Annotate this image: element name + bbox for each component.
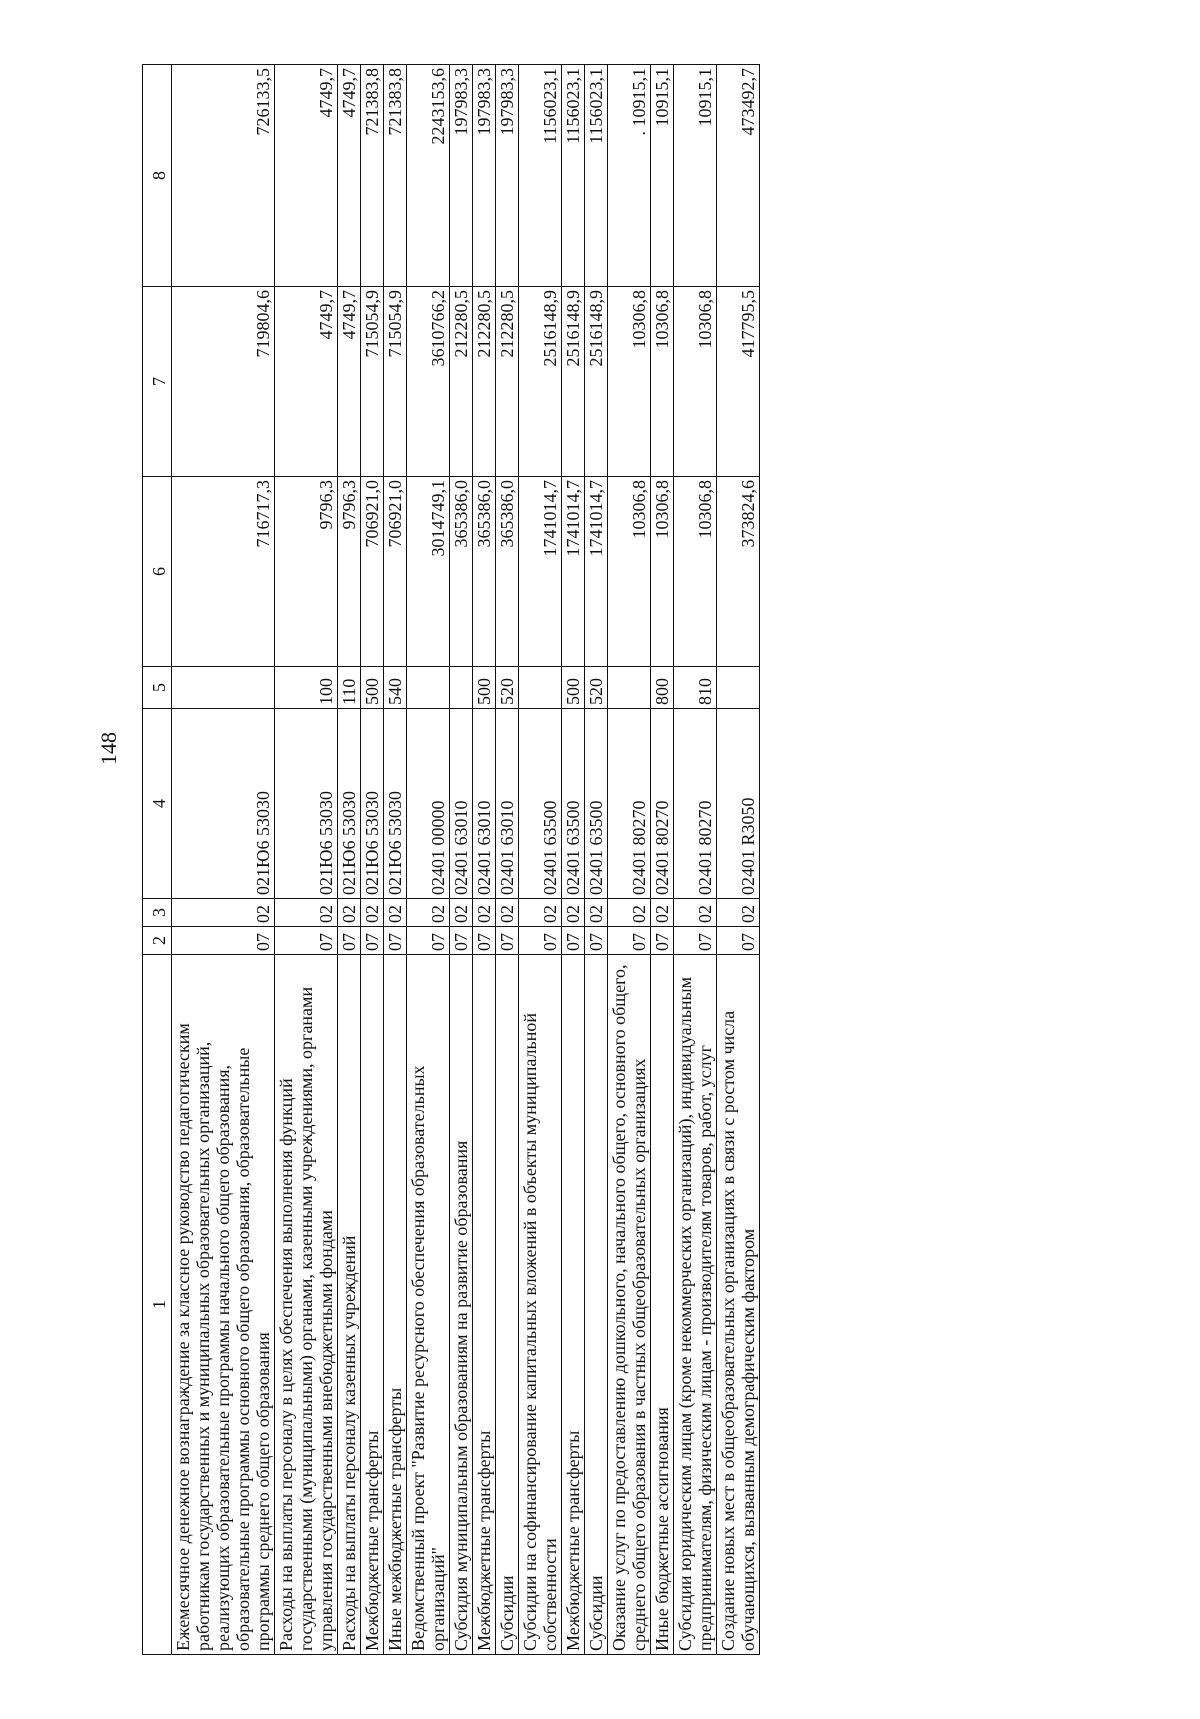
- table-row: [407, 65, 450, 1655]
- amount-col-8: 1156023,1: [519, 65, 562, 287]
- amount-col-6: 365386,0: [473, 477, 496, 667]
- amount-col-7: 715054,9: [384, 287, 407, 477]
- amount-col-8: 1156023,1: [562, 65, 585, 287]
- target-article-code: 021Ю6 53030: [172, 709, 275, 899]
- target-article-code: 02401 80270: [608, 709, 651, 899]
- expense-type-code: [608, 667, 651, 709]
- amount-col-7: 417795,5: [717, 287, 760, 477]
- target-article-code: 02401 80270: [651, 709, 674, 899]
- subsection-code: 02: [473, 899, 496, 927]
- table-row: [674, 65, 717, 1655]
- column-header-3: 3: [143, 899, 172, 927]
- section-code: 07: [473, 927, 496, 955]
- amount-col-6: 1741014,7: [585, 477, 608, 667]
- target-article-code: 02401 80270: [674, 709, 717, 899]
- section-code: 07: [496, 927, 519, 955]
- target-article-code: 02401 63010: [473, 709, 496, 899]
- budget-table: [142, 64, 760, 1655]
- section-code: 07: [172, 927, 275, 955]
- table-row: [473, 65, 496, 1655]
- target-article-code: 02401 63500: [585, 709, 608, 899]
- subsection-code: 02: [407, 899, 450, 927]
- amount-col-6: 10306,8: [674, 477, 717, 667]
- section-code: 07: [562, 927, 585, 955]
- row-description: Межбюджетные трансферты: [562, 955, 585, 1655]
- amount-col-6: 1741014,7: [562, 477, 585, 667]
- page-number: 148: [96, 732, 121, 765]
- row-description: Иные бюджетные ассигнования: [651, 955, 674, 1655]
- target-article-code: 02401 R3050: [717, 709, 760, 899]
- amount-col-6: 1741014,7: [519, 477, 562, 667]
- table-row: [608, 65, 651, 1655]
- row-description: Субсидии юридическим лицам (кроме некоммерческих организаций), индивидуальным предпринимателям, физическим лицам - производителям товаров, работ, услуг: [674, 955, 717, 1655]
- subsection-code: 02: [608, 899, 651, 927]
- column-header-6: 6: [143, 477, 172, 667]
- amount-col-8: 10915,1: [651, 65, 674, 287]
- amount-col-7: 10306,8: [608, 287, 651, 477]
- subsection-code: 02: [562, 899, 585, 927]
- expense-type-code: 500: [562, 667, 585, 709]
- subsection-code: 02: [361, 899, 384, 927]
- section-code: 07: [519, 927, 562, 955]
- subsection-code: 02: [450, 899, 473, 927]
- amount-col-7: 4749,7: [338, 287, 361, 477]
- amount-col-7: 212280,5: [473, 287, 496, 477]
- column-header-4: 4: [143, 709, 172, 899]
- expense-type-code: [407, 667, 450, 709]
- amount-col-6: 373824,6: [717, 477, 760, 667]
- amount-col-8: 4749,7: [275, 65, 338, 287]
- subsection-code: 02: [275, 899, 338, 927]
- table-row: [384, 65, 407, 1655]
- target-article-code: 02401 00000: [407, 709, 450, 899]
- amount-col-6: 706921,0: [361, 477, 384, 667]
- expense-type-code: 540: [384, 667, 407, 709]
- column-header-8: 8: [143, 65, 172, 287]
- row-description: Иные межбюджетные трансферты: [384, 955, 407, 1655]
- table-row: [275, 65, 338, 1655]
- expense-type-code: [172, 667, 275, 709]
- section-code: 07: [608, 927, 651, 955]
- amount-col-8: 726133,5: [172, 65, 275, 287]
- subsection-code: 02: [172, 899, 275, 927]
- target-article-code: 02401 63010: [450, 709, 473, 899]
- row-description: Оказание услуг по предоставлению дошкольного, начального общего, основного общего, среднего общего образования в частных общеобразовательных организациях: [608, 955, 651, 1655]
- table-row: [172, 65, 275, 1655]
- amount-col-6: 716717,3: [172, 477, 275, 667]
- amount-col-8: 197983,3: [473, 65, 496, 287]
- table-row: [338, 65, 361, 1655]
- expense-type-code: [519, 667, 562, 709]
- section-code: 07: [651, 927, 674, 955]
- expense-type-code: [450, 667, 473, 709]
- amount-col-8: 721383,8: [361, 65, 384, 287]
- amount-col-8: 1156023,1: [585, 65, 608, 287]
- target-article-code: 02401 63010: [496, 709, 519, 899]
- amount-col-6: 3014749,1: [407, 477, 450, 667]
- expense-type-code: 810: [674, 667, 717, 709]
- column-header-5: 5: [143, 667, 172, 709]
- amount-col-7: 2516148,9: [562, 287, 585, 477]
- expense-type-code: 520: [496, 667, 519, 709]
- expense-type-code: 110: [338, 667, 361, 709]
- amount-col-8: 473492,7: [717, 65, 760, 287]
- table-row: [519, 65, 562, 1655]
- target-article-code: 02401 63500: [562, 709, 585, 899]
- amount-col-7: 3610766,2: [407, 287, 450, 477]
- section-code: 07: [275, 927, 338, 955]
- amount-col-6: 365386,0: [450, 477, 473, 667]
- table-body: [172, 65, 760, 1655]
- amount-col-7: 2516148,9: [519, 287, 562, 477]
- subsection-code: 02: [338, 899, 361, 927]
- section-code: 07: [674, 927, 717, 955]
- amount-col-8: 10915,1: [674, 65, 717, 287]
- amount-col-7: 4749,7: [275, 287, 338, 477]
- header-row: [143, 65, 172, 1655]
- amount-col-7: 719804,6: [172, 287, 275, 477]
- row-description: Расходы на выплаты персоналу казенных учреждений: [338, 955, 361, 1655]
- column-header-2: 2: [143, 927, 172, 955]
- amount-col-8: 197983,3: [450, 65, 473, 287]
- target-article-code: 021Ю6 53030: [338, 709, 361, 899]
- amount-col-8: 197983,3: [496, 65, 519, 287]
- amount-col-6: 365386,0: [496, 477, 519, 667]
- section-code: 07: [361, 927, 384, 955]
- subsection-code: 02: [496, 899, 519, 927]
- table-row: [585, 65, 608, 1655]
- amount-col-6: 9796,3: [338, 477, 361, 667]
- row-description: Межбюджетные трансферты: [361, 955, 384, 1655]
- row-description: Создание новых мест в общеобразовательных организациях в связи с ростом числа обучающихся, вызванным демографическим фактором: [717, 955, 760, 1655]
- table-row: [361, 65, 384, 1655]
- section-code: 07: [717, 927, 760, 955]
- expense-type-code: 100: [275, 667, 338, 709]
- amount-col-6: 10306,8: [608, 477, 651, 667]
- subsection-code: 02: [674, 899, 717, 927]
- row-description: Межбюджетные трансферты: [473, 955, 496, 1655]
- expense-type-code: [717, 667, 760, 709]
- amount-col-8: 721383,8: [384, 65, 407, 287]
- target-article-code: 021Ю6 53030: [275, 709, 338, 899]
- table-row: [496, 65, 519, 1655]
- subsection-code: 02: [384, 899, 407, 927]
- table-row: [717, 65, 760, 1655]
- amount-col-7: 212280,5: [496, 287, 519, 477]
- table-row: [562, 65, 585, 1655]
- amount-col-8: . 10915,1: [608, 65, 651, 287]
- amount-col-7: 2516148,9: [585, 287, 608, 477]
- subsection-code: 02: [651, 899, 674, 927]
- amount-col-8: 4749,7: [338, 65, 361, 287]
- amount-col-7: 715054,9: [361, 287, 384, 477]
- row-description: Субсидии: [585, 955, 608, 1655]
- section-code: 07: [585, 927, 608, 955]
- row-description: Субсидия муниципальным образованиям на развитие образования: [450, 955, 473, 1655]
- row-description: Субсидии на софинансирование капитальных вложений в объекты муниципальной собственности: [519, 955, 562, 1655]
- subsection-code: 02: [585, 899, 608, 927]
- target-article-code: 021Ю6 53030: [361, 709, 384, 899]
- subsection-code: 02: [519, 899, 562, 927]
- amount-col-8: 2243153,6: [407, 65, 450, 287]
- subsection-code: 02: [717, 899, 760, 927]
- expense-type-code: 800: [651, 667, 674, 709]
- target-article-code: 021Ю6 53030: [384, 709, 407, 899]
- section-code: 07: [450, 927, 473, 955]
- target-article-code: 02401 63500: [519, 709, 562, 899]
- column-header-7: 7: [143, 287, 172, 477]
- row-description: Ежемесячное денежное вознаграждение за классное руководство педагогическим работникам государственных и муниципальных образовательных организаций, реализующих образовательные программы начального общего образования, образовательные программы основного общего образования, образовательные программы среднего общего образования: [172, 955, 275, 1655]
- expense-type-code: 500: [473, 667, 496, 709]
- amount-col-7: 10306,8: [651, 287, 674, 477]
- section-code: 07: [407, 927, 450, 955]
- amount-col-6: 10306,8: [651, 477, 674, 667]
- amount-col-6: 706921,0: [384, 477, 407, 667]
- expense-type-code: 520: [585, 667, 608, 709]
- column-header-1: 1: [143, 955, 172, 1655]
- budget-table-container: [142, 65, 1042, 1655]
- table-row: [450, 65, 473, 1655]
- amount-col-6: 9796,3: [275, 477, 338, 667]
- section-code: 07: [384, 927, 407, 955]
- row-description: Ведомственный проект "Развитие ресурсного обеспечения образовательных организаций": [407, 955, 450, 1655]
- table-row: [651, 65, 674, 1655]
- expense-type-code: 500: [361, 667, 384, 709]
- amount-col-7: 10306,8: [674, 287, 717, 477]
- amount-col-7: 212280,5: [450, 287, 473, 477]
- row-description: Расходы на выплаты персоналу в целях обеспечения выполнения функций государственными (муниципальными) органами, казенными учреждениями, органами управления государственными внебюджетными фондами: [275, 955, 338, 1655]
- section-code: 07: [338, 927, 361, 955]
- row-description: Субсидии: [496, 955, 519, 1655]
